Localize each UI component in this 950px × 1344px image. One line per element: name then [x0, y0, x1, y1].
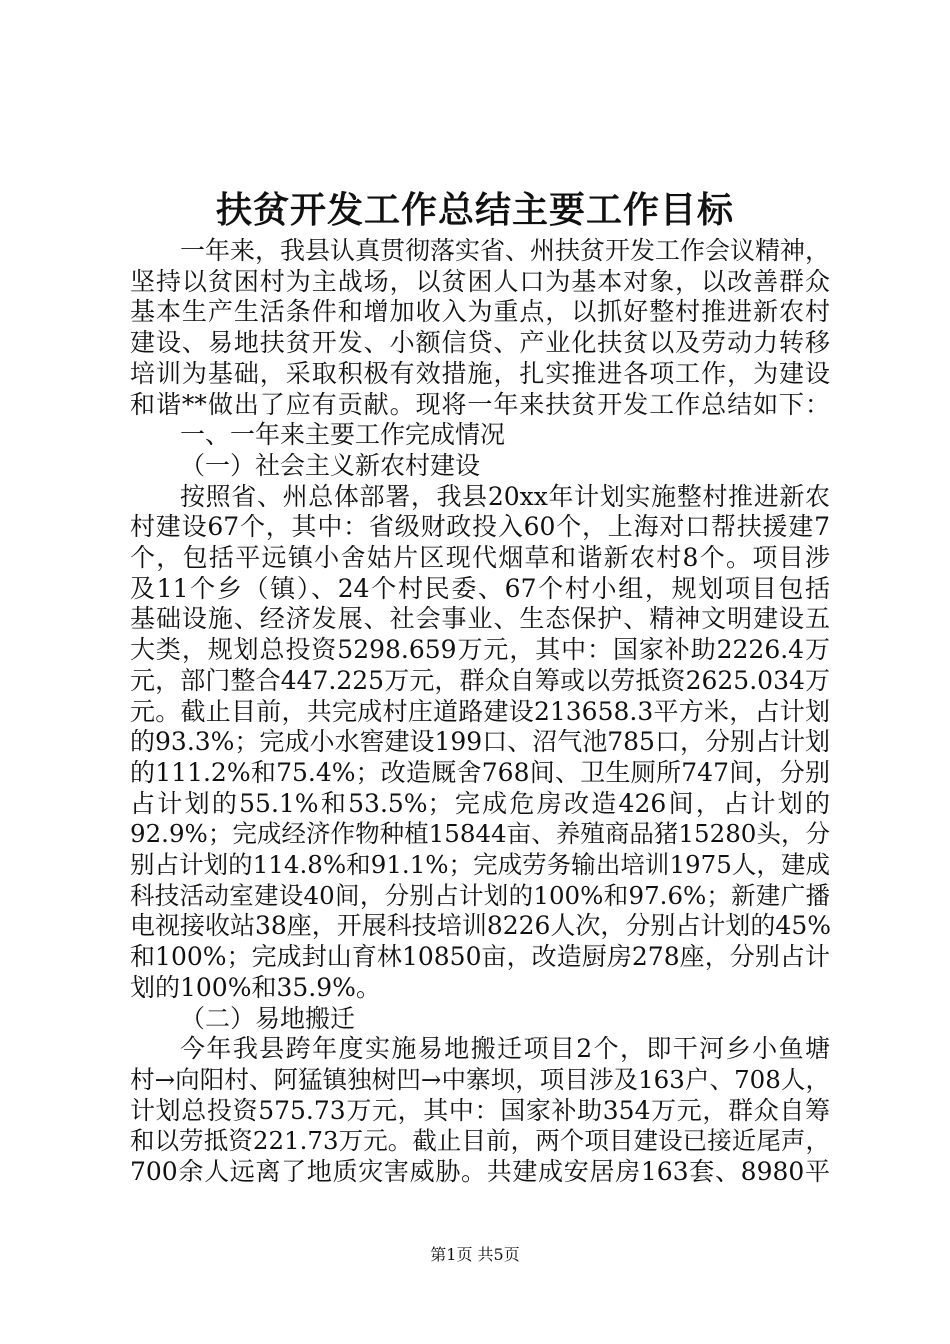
paragraph-line: 个，包括平远镇小舍姑片区现代烟草和谐新农村8个。项目涉: [130, 543, 830, 573]
paragraph-line: 92.9%；完成经济作物种植15844亩、养殖商品猪15280头，分: [130, 819, 830, 849]
paragraph-line: 大类，规划总投资5298.659万元，其中：国家补助2226.4万: [130, 635, 830, 665]
paragraph-line: 电视接收站38座，开展科技培训8226人次，分别占计划的45%: [130, 911, 832, 941]
paragraph-line: 的111.2%和75.4%；改造厩舍768间、卫生厕所747间，分别: [130, 757, 830, 787]
paragraph-line: 今年我县跨年度实施易地搬迁项目2个，即干河乡小鱼塘: [180, 1034, 830, 1064]
paragraph-line: 建设、易地扶贫开发、小额信贷、产业化扶贫以及劳动力转移: [130, 328, 830, 358]
paragraph-line: 村建设67个，其中：省级财政投入60个，上海对口帮扶援建7: [130, 512, 830, 542]
paragraph-line: 划的100%和35.9%。: [130, 972, 381, 1002]
paragraph-line: 村→向阳村、阿猛镇独树凹→中寨坝，项目涉及163户、708人，: [130, 1064, 830, 1094]
section-heading: 一、一年来主要工作完成情况: [180, 420, 506, 450]
paragraph-line: 元，部门整合447.225万元，群众自筹或以劳抵资2625.034万: [130, 665, 830, 695]
paragraph-line: 培训为基础，采取积极有效措施，扎实推进各项工作，为建设: [130, 358, 830, 388]
page-title: 扶贫开发工作总结主要工作目标: [215, 189, 734, 231]
paragraph-line: 基本生产生活条件和增加收入为重点，以抓好整村推进新农村: [130, 297, 830, 327]
subsection-heading: （二）易地搬迁: [180, 1003, 356, 1033]
paragraph-line: 计划总投资575.73万元，其中：国家补助354万元，群众自筹: [130, 1095, 830, 1125]
paragraph-line: 和以劳抵资221.73万元。截止目前，两个项目建设已接近尾声，: [130, 1126, 830, 1156]
paragraph-line: 一年来，我县认真贯彻落实省、州扶贫开发工作会议精神，: [180, 236, 831, 265]
document-body: [130, 236, 830, 1188]
paragraph-line: 元。截止目前，共完成村庄道路建设213658.3平方米，占计划: [130, 696, 830, 726]
paragraph-line: 坚持以贫困村为主战场，以贫困人口为基本对象，以改善群众: [130, 266, 830, 296]
paragraph-line: 科技活动室建设40间，分别占计划的100%和97.6%；新建广播: [130, 880, 830, 910]
page-footer: 第1页 共5页: [430, 1245, 520, 1264]
paragraph-line: 别占计划的114.8%和91.1%；完成劳务输出培训1975人，建成: [130, 850, 830, 880]
paragraph-line: 基础设施、经济发展、社会事业、生态保护、精神文明建设五: [130, 604, 830, 634]
paragraph-line: 700余人远离了地质灾害威胁。共建成安居房163套、8980平: [130, 1157, 830, 1187]
paragraph-line: 的93.3%；完成小水窖建设199口、沼气池785口，分别占计划: [130, 727, 830, 757]
paragraph-line: 和100%；完成封山育林10850亩，改造厨房278座，分别占计: [130, 942, 830, 972]
subsection-heading: （一）社会主义新农村建设: [180, 450, 481, 480]
paragraph-line: 按照省、州总体部署，我县20xx年计划实施整村推进新农: [180, 481, 830, 511]
paragraph-line: 及11个乡（镇）、24个村民委、67个村小组，规划项目包括: [130, 573, 830, 603]
paragraph-line: 和谐**做出了应有贡献。现将一年来扶贫开发工作总结如下：: [130, 389, 830, 419]
paragraph-line: 占计划的55.1%和53.5%；完成危房改造426间，占计划的: [130, 788, 830, 818]
